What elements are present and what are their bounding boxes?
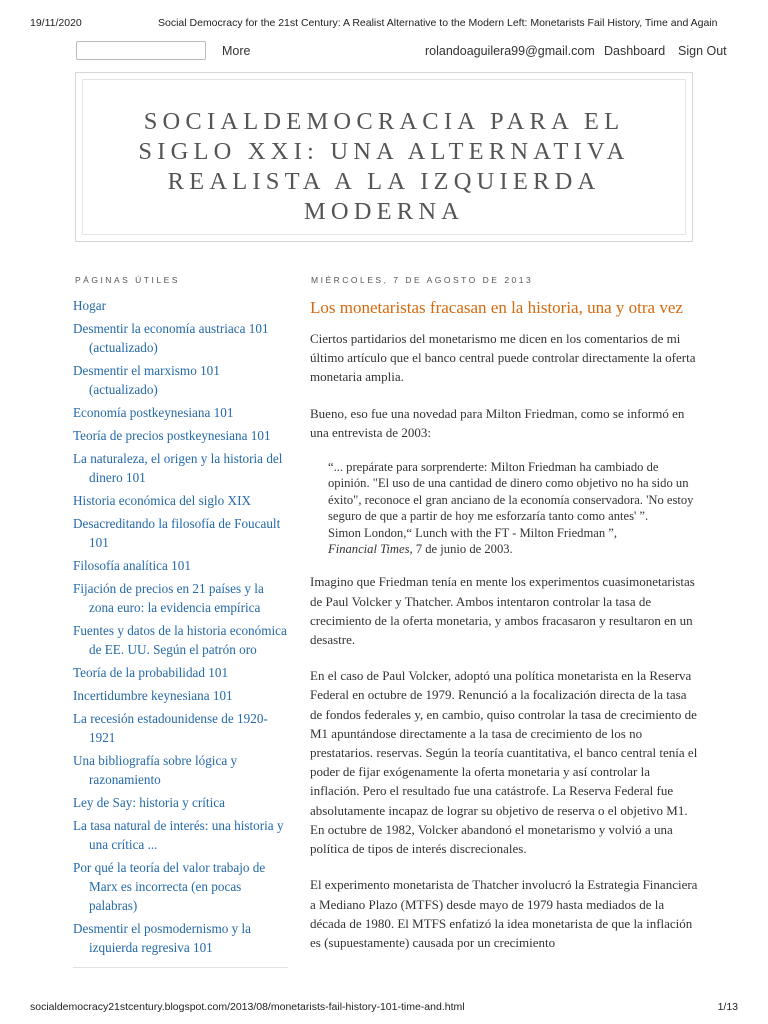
friedman-quote — [328, 459, 698, 557]
sidebar-pages-list — [73, 296, 288, 957]
blogger-navbar — [0, 40, 768, 64]
sidebar-link[interactable]: La naturaleza, el origen y la historia del dinero 101 — [73, 451, 283, 485]
sidebar-link[interactable]: Incertidumbre keynesiana 101 — [73, 688, 233, 703]
blog-header — [75, 72, 693, 242]
print-title: Social Democracy for the 21st Century: A Realist Alternative to the Modern Left: Monetarists Fail History, Time and Again — [158, 17, 718, 29]
sidebar-link[interactable]: Por qué la teoría del valor trabajo de Marx es incorrecta (en pocas palabras) — [73, 860, 266, 913]
user-email: rolandoaguilera99@gmail.com — [425, 44, 595, 58]
sidebar-link[interactable]: Desmentir el posmodernismo y la izquierda regresiva 101 — [73, 921, 251, 955]
sidebar-link[interactable]: Desmentir la economía austriaca 101 (actualizado) — [73, 321, 269, 355]
quote-date: , 7 de junio de 2003. — [409, 542, 513, 557]
post-title[interactable]: Los monetaristas fracasan en la historia, una y otra vez — [310, 298, 683, 317]
post-date: MIÉRCOLES, 7 DE AGOSTO DE 2013 — [311, 275, 534, 285]
blog-title-line: MODERNA — [303, 198, 465, 225]
quote-text: “... prepárate para sorprenderte: Milton Friedman ha cambiado de opinión. "El uso de una cantidad de dinero como objetivo no ha sido un éxito", reconoce el gran anciano de la economía conservadora. 'No estoy seguro de que a partir de hoy me esforzaría tanto como antes' ”. — [328, 460, 694, 524]
quote-source: Financial Times — [328, 542, 410, 557]
sidebar-divider — [73, 967, 288, 968]
print-date: 19/11/2020 — [30, 17, 82, 29]
post-paragraph: En el caso de Paul Volcker, adoptó una política monetarista en la Reserva Federal en octubre de 1979. Renunció a la focalización directa de la tasa de fondos federales y, en cambio, quiso controlar la tasa de crecimiento de M1 apuntándose directamente a la tasa de crecimiento de los no prestatarios. reservas. Según la teoría cuantitativa, el banco central tenía el poder de fijar exógenamente la oferta monetaria y así controlar la inflación. Pero el resultado fue una catástrofe. La Reserva Federal fue absolutamente incapaz de lograr su objetivo de reserva o el objetivo M1. En octubre de 1982, Volcker abandonó el monetarismo y volvió a una política de tipos de interés discrecionales. — [310, 668, 698, 857]
more-link[interactable]: More — [222, 44, 251, 58]
main-column — [310, 275, 698, 969]
blog-title-line: SIGLO XXI: UNA ALTERNATIVA — [138, 138, 630, 165]
sidebar-link[interactable]: La tasa natural de interés: una historia y una crítica ... — [73, 818, 284, 852]
sidebar — [73, 275, 288, 961]
page-number: 1/13 — [717, 1001, 738, 1013]
post-paragraph: Bueno, eso fue una novedad para Milton Friedman, como se informó en una entrevista de 2003: — [310, 405, 685, 440]
dashboard-link[interactable]: Dashboard — [604, 44, 666, 58]
blog-header-inner-border — [82, 79, 686, 235]
sidebar-link[interactable]: Teoría de precios postkeynesiana 101 — [73, 428, 271, 443]
post-paragraph: Imagino que Friedman tenía en mente los experimentos cuasimonetaristas de Paul Volcker y Thatcher. Ambos intentaron controlar la tasa de crecimiento de la oferta monetaria, y ambos fracasaron y resultaron en un desastre. — [310, 574, 695, 648]
sidebar-heading: PÁGINAS ÚTILES — [75, 275, 180, 285]
sidebar-link[interactable]: Desacreditando la filosofía de Foucault 101 — [73, 516, 281, 550]
post-paragraph: El experimento monetarista de Thatcher involucró la Estrategia Financiera a Mediano Plazo (MTFS) desde mayo de 1979 hasta mediados de la década de 1980. El MTFS enfatizó la idea monetarista de que la inflación es (supuestamente) causada por un crecimiento — [310, 877, 698, 950]
sidebar-link[interactable]: Fijación de precios en 21 países y la zona euro: la evidencia empírica — [73, 581, 264, 615]
sidebar-link[interactable]: Desmentir el marxismo 101 (actualizado) — [73, 363, 220, 397]
sidebar-link[interactable]: Una bibliografía sobre lógica y razonamiento — [73, 753, 238, 787]
sidebar-link[interactable]: Hogar — [73, 298, 106, 313]
blog-title[interactable] — [83, 107, 685, 227]
sidebar-link[interactable]: Ley de Say: historia y crítica — [73, 795, 225, 810]
blog-post — [310, 295, 698, 952]
blog-title-line: SOCIALDEMOCRACIA PARA EL — [143, 108, 625, 135]
sign-out-link[interactable]: Sign Out — [678, 44, 727, 58]
sidebar-link[interactable]: Economía postkeynesiana 101 — [73, 405, 234, 420]
blog-title-line: REALISTA A LA IZQUIERDA — [167, 168, 601, 195]
print-header — [0, 0, 768, 30]
post-paragraph: Ciertos partidarios del monetarismo me dicen en los comentarios de mi último artículo que el banco central puede controlar directamente la oferta monetaria amplia. — [310, 331, 696, 385]
search-input[interactable] — [76, 41, 206, 60]
page-url: socialdemocracy21stcentury.blogspot.com/2013/08/monetarists-fail-history-101-time-and.html — [30, 1001, 465, 1013]
sidebar-link[interactable]: Filosofía analítica 101 — [73, 558, 191, 573]
sidebar-link[interactable]: Fuentes y datos de la historia económica de EE. UU. Según el patrón oro — [73, 623, 287, 657]
sidebar-link[interactable]: Teoría de la probabilidad 101 — [73, 665, 229, 680]
quote-author: Simon London,“ Lunch with the FT - Milton Friedman ”, — [328, 525, 618, 540]
sidebar-link[interactable]: Historia económica del siglo XIX — [73, 493, 251, 508]
sidebar-link[interactable]: La recesión estadounidense de 1920-1921 — [73, 711, 268, 745]
